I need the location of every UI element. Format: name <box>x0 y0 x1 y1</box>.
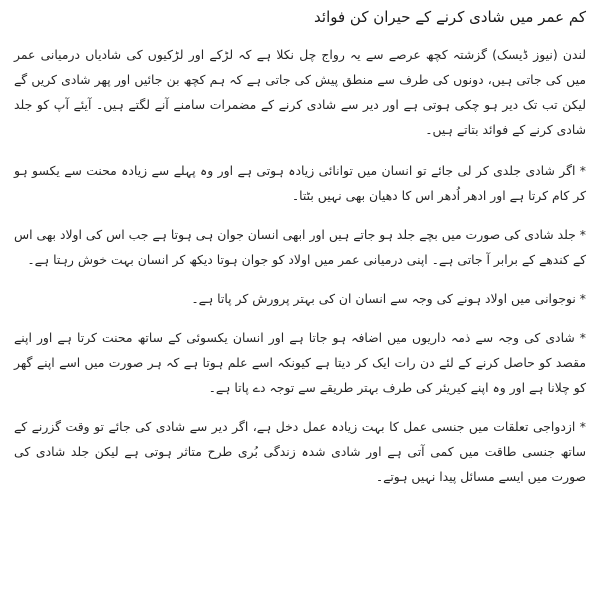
article-point: * شادی کی وجہ سے ذمہ داریوں میں اضافہ ہو جاتا ہے اور انسان یکسوئی کے ساتھ محنت کرتا ہے اور اپنے مقصد کو حاصل کرنے کے لئے دن رات ایک کر دیتا ہے کیونکہ اسے علم ہوتا ہے کہ ہر صورت میں اسے اپنے گھر کو چلانا ہے اور وہ اپنے کیریئر کی طرف بہتر طریقے سے توجہ دے پاتا ہے۔ <box>14 330 586 395</box>
article-point: * نوجوانی میں اولاد ہونے کی وجہ سے انسان ان کی بہتر پرورش کر پاتا ہے۔ <box>191 291 586 306</box>
article-point: * ازدواجی تعلقات میں جنسی عمل کا بہت زیادہ عمل دخل ہے، اگر دیر سے شادی کی جائے تو وقت گزرنے کے ساتھ جنسی طاقت میں کمی آتی ہے اور شادی شدہ زندگی بُری طرح متاثر ہوتی ہے لیکن جلد شادی کی صورت میں ایسے مسائل پیدا نہیں ہوتے۔ <box>14 419 586 484</box>
article-intro: لندن (نیوز ڈیسک) گزشتہ کچھ عرصے سے یہ رواج چل نکلا ہے کہ لڑکے اور لڑکیوں کی شادیاں درمیانی عمر میں کی جاتی ہیں، دونوں کی طرف سے منطق پیش کی جاتی ہے کہ ہم کچھ بن جائیں اور پھر شادی کریں گے لیکن تب تک دیر ہو چکی ہوتی ہے اور دیر سے شادی کرنے کے مضمرات سامنے آنے لگتے ہیں۔ آیئے آپ کو جلد شادی کرنے کے فوائد بتاتے ہیں۔ <box>14 47 586 137</box>
article-point: * جلد شادی کی صورت میں بچے جلد ہو جاتے ہیں اور ابھی انسان جوان ہی ہوتا ہے جب اس کی اولاد بھی اس کے کندھے کے برابر آ جاتی ہے۔ اپنی درمیانی عمر میں اولاد کو جوان ہوتا دیکھ کر انسان بہت خوش رہتا ہے۔ <box>14 227 586 267</box>
article <box>14 6 586 503</box>
article-point: * اگر شادی جلدی کر لی جائے تو انسان میں توانائی زیادہ ہوتی ہے اور وہ پہلے سے زیادہ محنت سے یکسو ہو کر کام کرتا ہے اور ادھر اُدھر اس کا دھیان بھی نہیں بٹتا۔ <box>14 163 586 203</box>
article-title: کم عمر میں شادی کرنے کے حیران کن فوائد <box>314 8 586 26</box>
